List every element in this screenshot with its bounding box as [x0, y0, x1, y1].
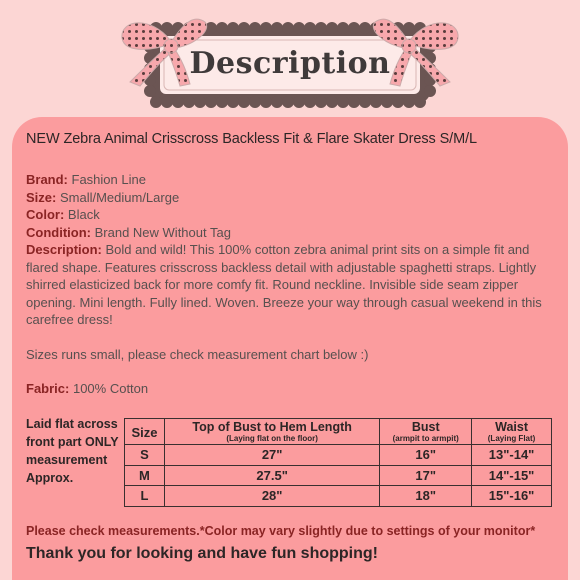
header-bust — [380, 419, 472, 445]
laid-flat-line: measurement — [26, 453, 108, 467]
header-length-sub: (Laying flat on the floor) — [226, 434, 318, 443]
laid-flat-line: Approx. — [26, 471, 74, 485]
header-size: Size — [125, 419, 165, 445]
cell-size: M — [125, 465, 165, 486]
detail-fabric — [26, 380, 556, 398]
cell-waist: 14"-15" — [472, 465, 552, 486]
header-length-label: Top of Bust to Hem Length — [192, 420, 352, 434]
description-text: Bold and wild! This 100% cotton zebra animal print sits on a simple fit and flared shape. Features crisscross backless detail with adjustable spaghetti straps. Lightly shirred elasticized back for more comfy fit. Round neckline. Invisible side seam zipper opening. Mini length. Fully lined. Woven. Breeze your way through casual weekend in this carefree dress! — [26, 242, 542, 327]
detail-brand — [26, 171, 556, 189]
detail-value: Small/Medium/Large — [59, 189, 180, 205]
header-bust-label: Bust — [411, 420, 440, 434]
cell-waist: 15"-16" — [472, 486, 552, 507]
header-waist — [472, 419, 552, 445]
laid-flat-line: Laid flat across — [26, 417, 118, 431]
header-waist-label: Waist — [495, 420, 528, 434]
table-row — [125, 445, 552, 466]
cell-bust: 16" — [380, 445, 472, 466]
measurement-warning: Please check measurements.*Color may vary slightly due to settings of your monitor* — [26, 524, 536, 538]
product-headline: NEW Zebra Animal Crisscross Backless Fit & Flare Skater Dress S/M/L — [26, 131, 477, 147]
table-row — [125, 486, 552, 507]
header-bust-sub: (armpit to armpit) — [392, 434, 459, 443]
cell-length: 27.5" — [164, 465, 379, 486]
cell-size: S — [125, 445, 165, 466]
measurement-table — [124, 418, 552, 507]
detail-size — [26, 189, 556, 207]
header-length — [164, 419, 379, 445]
detail-value: Fashion Line — [71, 172, 146, 187]
table-row — [125, 465, 552, 486]
thank-you-note: Thank you for looking and have fun shopping! — [26, 545, 378, 562]
cell-size: L — [125, 486, 165, 507]
size-note: Sizes runs small, please check measurement chart below :) — [26, 346, 369, 362]
detail-label: Color: — [26, 207, 65, 222]
cell-bust: 17" — [380, 465, 472, 486]
fabric-label: Fabric: — [26, 381, 70, 396]
detail-label: Size: — [26, 189, 57, 205]
laid-flat-line: front part ONLY — [26, 435, 119, 449]
detail-condition — [26, 224, 556, 242]
detail-description — [26, 241, 556, 329]
description-banner — [0, 0, 580, 118]
table-header-row — [125, 419, 552, 445]
fabric-value: 100% Cotton — [72, 381, 149, 396]
listing-content — [26, 129, 556, 398]
detail-value: Brand New Without Tag — [94, 224, 231, 240]
detail-value: Black — [67, 207, 100, 222]
cell-waist: 13"-14" — [472, 445, 552, 466]
cell-bust: 18" — [380, 486, 472, 507]
description-label: Description: — [26, 242, 102, 257]
cell-length: 28" — [164, 486, 379, 507]
header-waist-sub: (Laying Flat) — [487, 434, 536, 443]
detail-label: Condition: — [26, 224, 91, 240]
banner-title: Description — [189, 46, 391, 81]
laid-flat-note — [26, 415, 126, 487]
cell-length: 27" — [164, 445, 379, 466]
product-details — [26, 171, 556, 329]
detail-label: Brand: — [26, 172, 68, 187]
detail-color — [26, 206, 556, 224]
